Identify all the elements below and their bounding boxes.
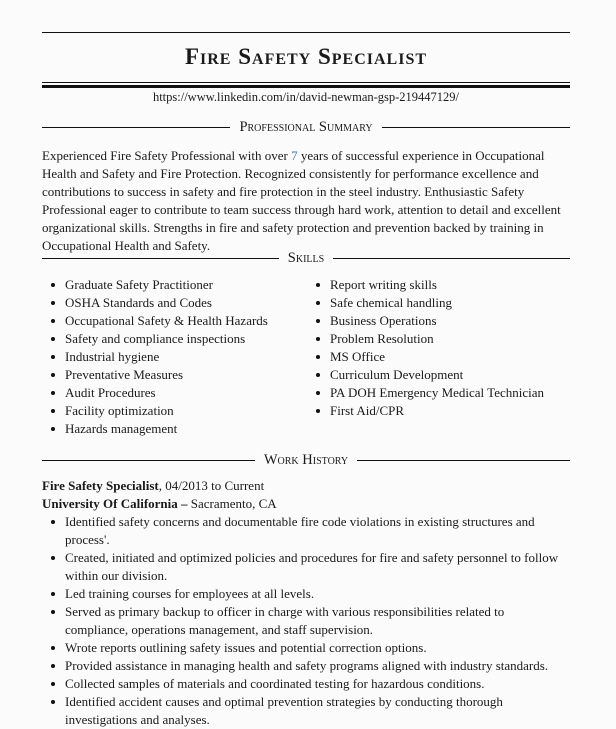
top-divider <box>42 32 570 33</box>
linkedin-link[interactable]: https://www.linkedin.com/in/david-newman-gsp-219447129/ <box>152 90 460 104</box>
skills-right-list <box>307 276 570 420</box>
section-title: Professional Summary <box>239 119 373 135</box>
skills-left-list <box>42 276 302 438</box>
title-divider-thick <box>42 85 570 88</box>
summary-text <box>42 147 570 255</box>
skill-item: Occupational Safety & Health Hazards <box>42 312 302 330</box>
job-bullet: Created, initiated and optimized policies and procedures for fire and safety personnel to follow within our division. <box>42 549 570 585</box>
skill-item: Facility optimization <box>42 402 302 420</box>
skill-item: OSHA Standards and Codes <box>42 294 302 312</box>
job-company: University Of California – <box>42 496 188 511</box>
job-bullet: Led training courses for employees at all levels. <box>42 585 570 603</box>
skill-item: Report writing skills <box>307 276 570 294</box>
skill-item: Graduate Safety Practitioner <box>42 276 302 294</box>
years-highlight: 7 <box>291 148 298 163</box>
section-heading-summary <box>42 119 570 136</box>
section-heading-work <box>42 452 570 469</box>
job-bullet: Identified safety concerns and documentable fire code violations in existing structures and process'. <box>42 513 570 549</box>
job-bullet: Collected samples of materials and coordinated testing for hazardous conditions. <box>42 675 570 693</box>
job-location: Sacramento, CA <box>187 496 277 511</box>
skill-item: MS Office <box>307 348 570 366</box>
job-bullet: Served as primary backup to officer in charge with various responsibilities related to compliance, operations management, and staff supervision. <box>42 603 570 639</box>
job-bullet: Provided assistance in managing health and safety programs aligned with industry standards. <box>42 657 570 675</box>
skill-item: Industrial hygiene <box>42 348 302 366</box>
page-title: Fire Safety Specialist <box>184 44 428 69</box>
skill-item: First Aid/CPR <box>307 402 570 420</box>
skill-item: Safe chemical handling <box>307 294 570 312</box>
skill-item: Safety and compliance inspections <box>42 330 302 348</box>
skill-item: PA DOH Emergency Medical Technician <box>307 384 570 402</box>
section-heading-skills <box>42 250 570 267</box>
title-divider <box>42 82 570 83</box>
job-bullets <box>42 513 570 729</box>
skill-item: Audit Procedures <box>42 384 302 402</box>
skill-item: Hazards management <box>42 420 302 438</box>
job-bullet: Wrote reports outlining safety issues and potential correction options. <box>42 639 570 657</box>
skill-item: Curriculum Development <box>307 366 570 384</box>
job-bullet: Identified accident causes and optimal prevention strategies by conducting thorough investigations and analyses. <box>42 693 570 729</box>
skill-item: Problem Resolution <box>307 330 570 348</box>
job-title: Fire Safety Specialist <box>42 478 159 493</box>
section-title: Work History <box>263 452 349 468</box>
summary-part: years of successful experience in Occupational Health and Safety and Fire Protection. Recognized consistently for performance excellence and contributions to success in safety and fire protection in the steel industry. Enthusiastic Safety Professional eager to contribute to team success through hard work, attention to detail and excellent organizational skills. Strengths in fire and safety protection and prevention backed by training in Occupational Health and Safety. <box>42 148 561 253</box>
job-entry <box>42 477 570 729</box>
job-dates: , 04/2013 to Current <box>158 478 265 493</box>
skill-item: Business Operations <box>307 312 570 330</box>
skill-item: Preventative Measures <box>42 366 302 384</box>
summary-part: Experienced Fire Safety Professional with over <box>42 148 292 163</box>
section-title: Skills <box>287 250 325 266</box>
